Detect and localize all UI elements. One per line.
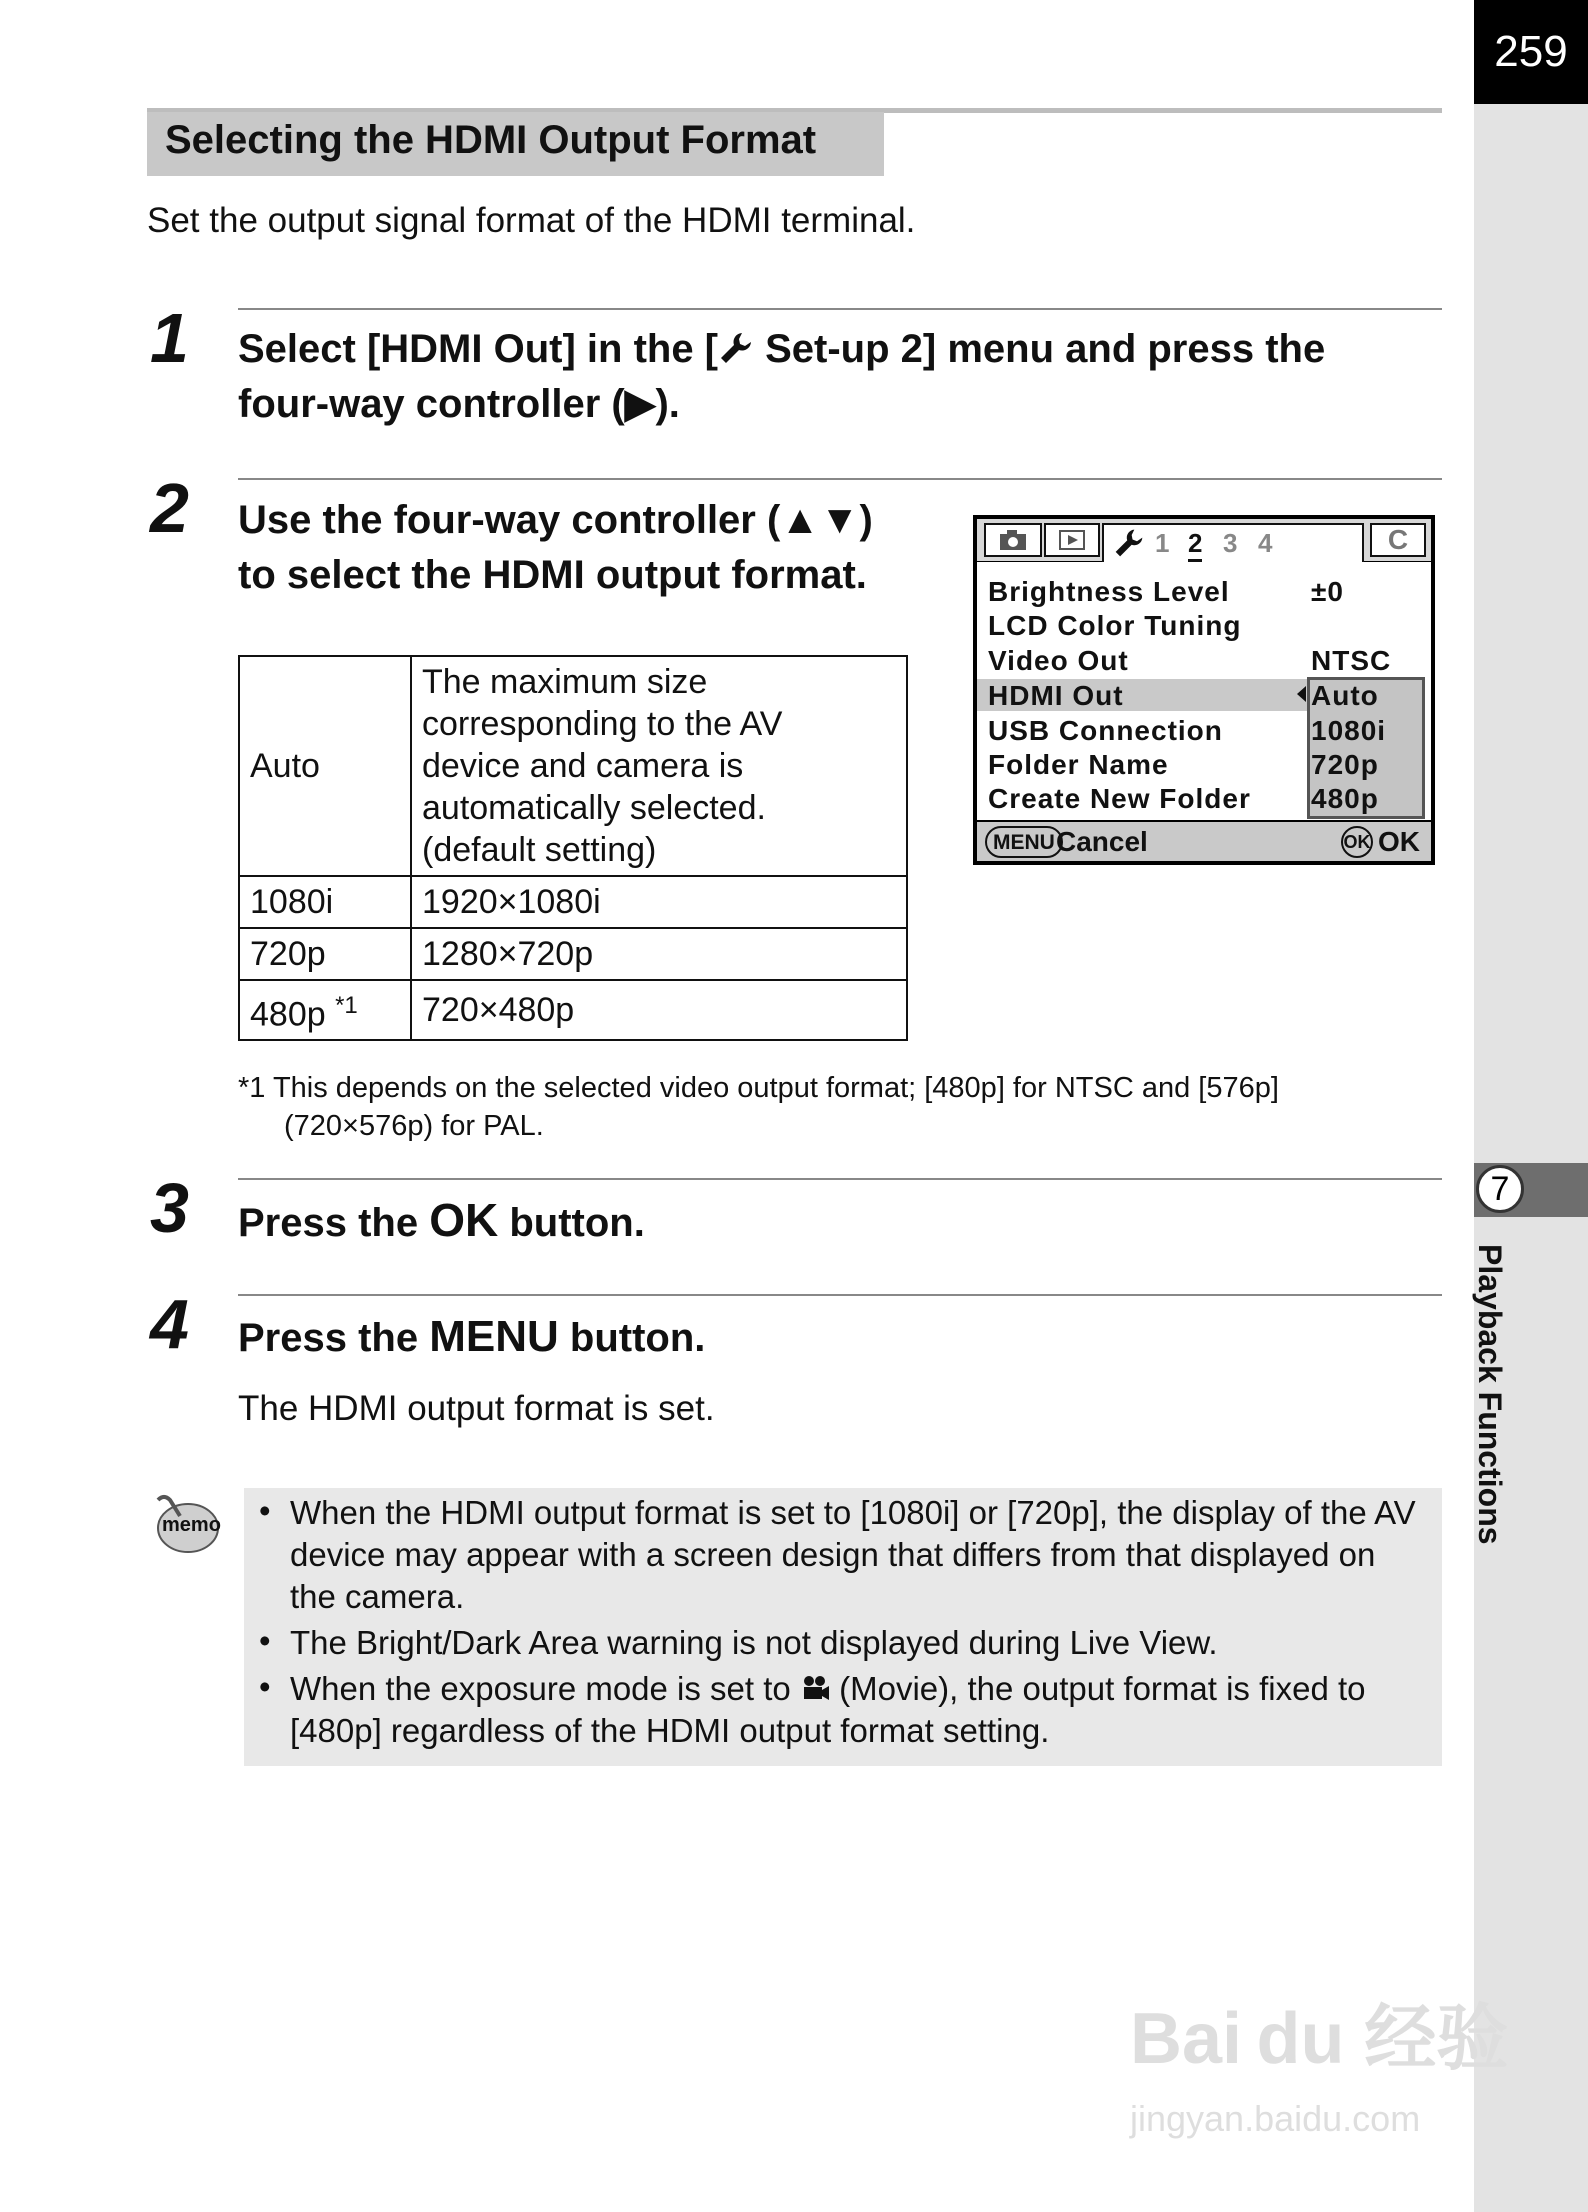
step-number: 1 bbox=[150, 299, 189, 377]
menu-item: Video Out bbox=[988, 645, 1129, 676]
ok-button-glyph: OK bbox=[429, 1194, 499, 1246]
step-divider bbox=[238, 308, 1442, 310]
setup-tab-1: 1 bbox=[1155, 528, 1170, 558]
setup-tab-2: 2 bbox=[1188, 528, 1202, 562]
option-item: Auto bbox=[1311, 680, 1379, 711]
intro-text: Set the output signal format of the HDMI terminal. bbox=[147, 201, 916, 240]
description-line: corresponding to the AV bbox=[422, 705, 783, 743]
step-3-post: button. bbox=[498, 1201, 645, 1245]
format-table bbox=[238, 655, 908, 1041]
memo-line: The Bright/Dark Area warning is not displayed during Live View. bbox=[290, 1624, 1218, 1661]
left-arrow-icon bbox=[1296, 684, 1306, 709]
description-line: automatically selected. bbox=[422, 789, 766, 827]
camera-tab-icon bbox=[984, 523, 1042, 557]
table-row bbox=[239, 928, 907, 980]
step-2-text bbox=[238, 493, 873, 603]
menu-item: Create New Folder bbox=[988, 783, 1251, 814]
bullet: • bbox=[259, 1668, 271, 1705]
memo-item bbox=[290, 1668, 1430, 1752]
option-item: 720p bbox=[1311, 749, 1379, 780]
memo-icon bbox=[150, 1492, 222, 1554]
memo-item bbox=[290, 1492, 1430, 1618]
footnote-line2: (720×576p) for PAL. bbox=[284, 1110, 544, 1142]
step-1-text bbox=[238, 322, 1325, 432]
menu-button-glyph: MENU bbox=[429, 1312, 559, 1361]
format-cell: 1080i bbox=[239, 876, 411, 928]
step-divider bbox=[238, 1294, 1442, 1296]
ok-key-icon: OK bbox=[1341, 826, 1373, 858]
menu-item: USB Connection bbox=[988, 715, 1223, 746]
bullet: • bbox=[259, 1622, 271, 1659]
step-number: 3 bbox=[150, 1169, 189, 1247]
option-item: 480p bbox=[1311, 783, 1379, 814]
step-4-result: The HDMI output format is set. bbox=[238, 1389, 715, 1428]
menu-key-icon: MENU bbox=[985, 826, 1063, 858]
watermark-logo: Bai du 经验 bbox=[1130, 1999, 1509, 2079]
menu-item-selected: HDMI Out bbox=[988, 680, 1124, 711]
chapter-number: 7 bbox=[1476, 1165, 1524, 1213]
description-cell: 1280×720p bbox=[411, 928, 907, 980]
description-cell: 1920×1080i bbox=[411, 876, 907, 928]
step-4-pre: Press the bbox=[238, 1316, 430, 1360]
format-label: 480p bbox=[250, 995, 326, 1034]
side-strip bbox=[1474, 0, 1588, 2212]
footnote-line1: *1 This depends on the selected video output format; [480p] for NTSC and [576p] bbox=[238, 1072, 1279, 1104]
menu-item: Brightness Level bbox=[988, 576, 1230, 607]
step-divider bbox=[238, 478, 1442, 480]
format-cell bbox=[239, 980, 411, 1040]
setup-tab-4: 4 bbox=[1258, 528, 1273, 558]
movie-icon bbox=[800, 1671, 830, 1699]
memo-line: When the HDMI output format is set to [1080i] or [720p], the display of the AV bbox=[290, 1494, 1416, 1531]
description-line: The maximum size bbox=[422, 663, 708, 701]
description-line: (default setting) bbox=[422, 831, 657, 869]
step-1-line1: Select [HDMI Out] in the [ bbox=[238, 327, 718, 371]
step-1-line2: four-way controller (▶). bbox=[238, 382, 680, 426]
cancel-label: Cancel bbox=[1056, 826, 1148, 857]
step-4-text bbox=[238, 1309, 705, 1366]
setup-tab-3: 3 bbox=[1223, 528, 1238, 558]
description-cell bbox=[411, 656, 907, 876]
menu-item: Folder Name bbox=[988, 749, 1169, 780]
menu-item: LCD Color Tuning bbox=[988, 610, 1242, 641]
step-2-line2: to select the HDMI output format. bbox=[238, 553, 867, 597]
menu-value: ±0 bbox=[1311, 576, 1344, 607]
menu-value: NTSC bbox=[1311, 645, 1392, 676]
memo-icon-label: memo bbox=[162, 1514, 221, 1536]
bullet: • bbox=[259, 1492, 271, 1529]
table-row bbox=[239, 656, 907, 876]
step-3-pre: Press the bbox=[238, 1201, 430, 1245]
step-1-line1b: Set-up 2] menu and press the bbox=[754, 327, 1326, 371]
memo-line: device may appear with a screen design that differs from that displayed on bbox=[290, 1536, 1376, 1573]
memo-item bbox=[290, 1622, 1430, 1664]
footnote-mark: *1 bbox=[335, 992, 358, 1019]
memo-line: [480p] regardless of the HDMI output format setting. bbox=[290, 1712, 1050, 1749]
page-number: 259 bbox=[1474, 0, 1588, 104]
step-number: 2 bbox=[150, 469, 189, 547]
step-2-line1: Use the four-way controller (▲▼) bbox=[238, 498, 873, 542]
section-title: Selecting the HDMI Output Format bbox=[165, 118, 817, 162]
format-cell: 720p bbox=[239, 928, 411, 980]
memo-text-b: (Movie), the output format is fixed to bbox=[829, 1670, 1366, 1707]
format-cell: Auto bbox=[239, 656, 411, 876]
watermark-url: jingyan.baidu.com bbox=[1130, 2098, 1421, 2139]
step-divider bbox=[238, 1178, 1442, 1180]
description-cell: 720×480p bbox=[411, 980, 907, 1040]
chapter-title: Playback Functions bbox=[1472, 1244, 1508, 1545]
table-row bbox=[239, 876, 907, 928]
custom-tab: C bbox=[1370, 523, 1426, 557]
memo-line: the camera. bbox=[290, 1578, 465, 1615]
memo-line bbox=[290, 1668, 1430, 1710]
description-line: device and camera is bbox=[422, 747, 744, 785]
option-item: 1080i bbox=[1311, 715, 1387, 746]
step-number: 4 bbox=[150, 1285, 189, 1363]
step-3-text bbox=[238, 1193, 645, 1251]
step-4-post: button. bbox=[558, 1316, 706, 1360]
table-row bbox=[239, 980, 907, 1040]
wrench-icon bbox=[718, 326, 754, 362]
ok-label: OK bbox=[1378, 826, 1420, 857]
memo-text-a: When the exposure mode is set to bbox=[290, 1670, 800, 1707]
playback-tab-icon bbox=[1044, 523, 1100, 557]
